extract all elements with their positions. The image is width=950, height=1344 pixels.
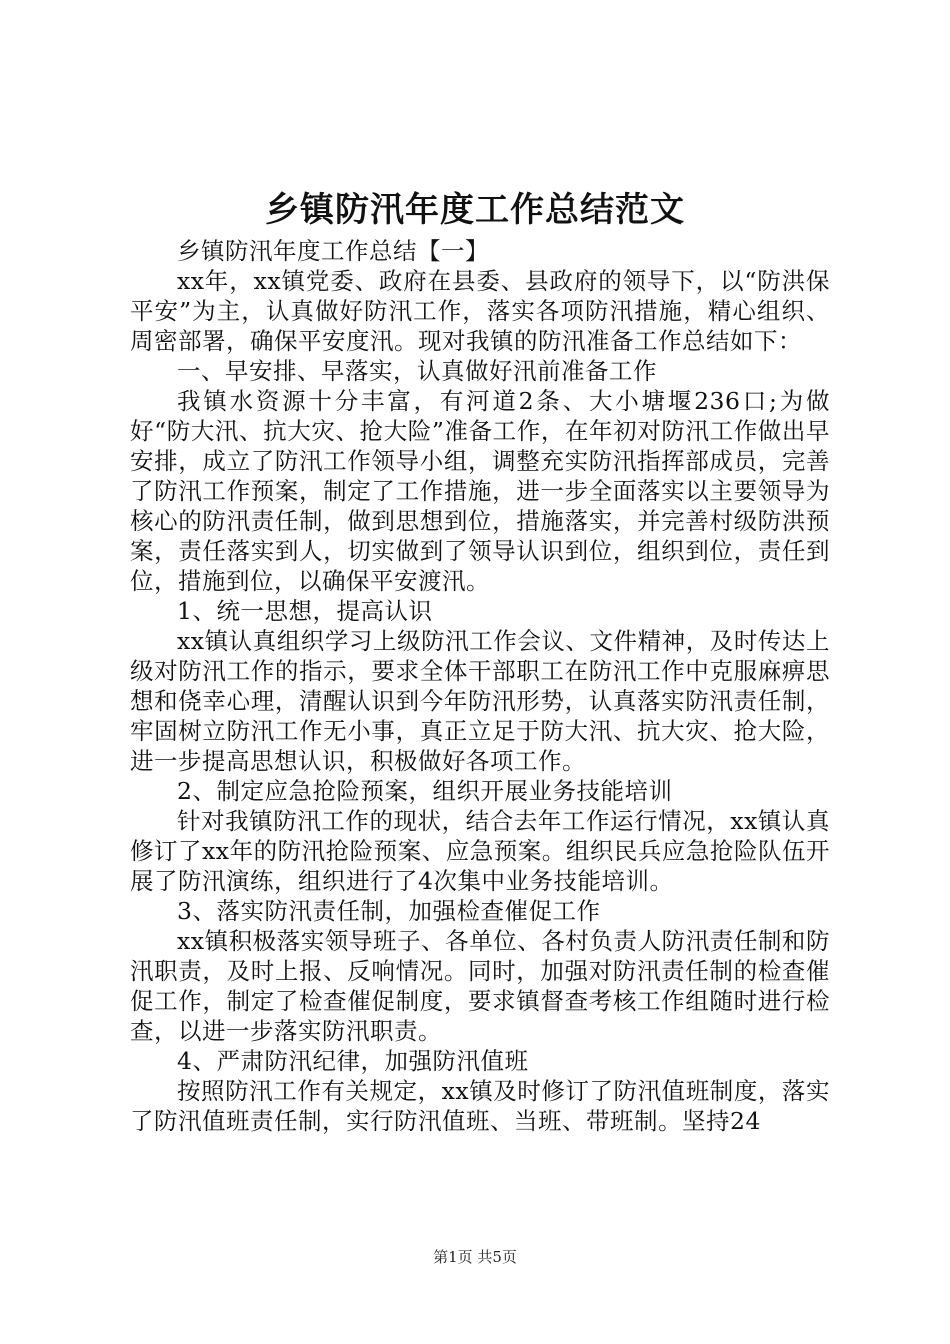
page-number-footer: 第1页 共5页: [433, 1248, 517, 1266]
paragraph: xx镇积极落实领导班子、各单位、各村负责人防汛责任制和防汛职责，及时上报、反响情况。同时，加强对防汛责任制的检查催促工作，制定了检查催促制度，要求镇督查考核工作组随时进行检查，以进一步落实防汛职责。: [130, 927, 830, 1045]
paragraph: 按照防汛工作有关规定，xx镇及时修订了防汛值班制度，落实了防汛值班责任制，实行防汛值班、当班、带班制。坚持24: [130, 1077, 830, 1135]
subsection-heading: 1、统一思想，提高认识: [177, 597, 433, 625]
subsection-heading: 4、严肃防汛纪律，加强防汛值班: [177, 1047, 529, 1075]
section-heading: 一、早安排、早落实，认真做好汛前准备工作: [177, 357, 657, 385]
paragraph: 针对我镇防汛工作的现状，结合去年工作运行情况，xx镇认真修订了xx年的防汛抢险预案、应急预案。组织民兵应急抢险队伍开展了防汛演练，组织进行了4次集中业务技能培训。: [130, 807, 830, 895]
subsection-heading: 2、制定应急抢险预案，组织开展业务技能培训: [177, 777, 673, 805]
document-body: [130, 236, 830, 1136]
paragraph: 我镇水资源十分丰富，有河道2条、大小塘堰236口;为做好“防大汛、抗大灾、抢大险”准备工作，在年初对防汛工作做出早安排，成立了防汛工作领导小组，调整充实防汛指挥部成员，完善了防汛工作预案，制定了工作措施，进一步全面落实以主要领导为核心的防汛责任制，做到思想到位，措施落实，并完善村级防洪预案，责任落实到人，切实做到了领导认识到位，组织到位，责任到位，措施到位，以确保平安渡汛。: [130, 387, 830, 595]
document-title: 乡镇防汛年度工作总结范文: [265, 190, 685, 230]
paragraph: xx年，xx镇党委、政府在县委、县政府的领导下，以“防洪保平安”为主，认真做好防汛工作，落实各项防汛措施，精心组织、周密部署，确保平安度汛。现对我镇的防汛准备工作总结如下：: [130, 267, 830, 355]
paragraph: xx镇认真组织学习上级防汛工作会议、文件精神，及时传达上级对防汛工作的指示，要求全体干部职工在防汛工作中克服麻痹思想和侥幸心理，清醒认识到今年防汛形势，认真落实防汛责任制，牢固树立防汛工作无小事，真正立足于防大汛、抗大灾、抢大险，进一步提高思想认识，积极做好各项工作。: [130, 627, 830, 775]
section-heading: 乡镇防汛年度工作总结【一】: [177, 237, 489, 265]
subsection-heading: 3、落实防汛责任制，加强检查催促工作: [177, 897, 601, 925]
